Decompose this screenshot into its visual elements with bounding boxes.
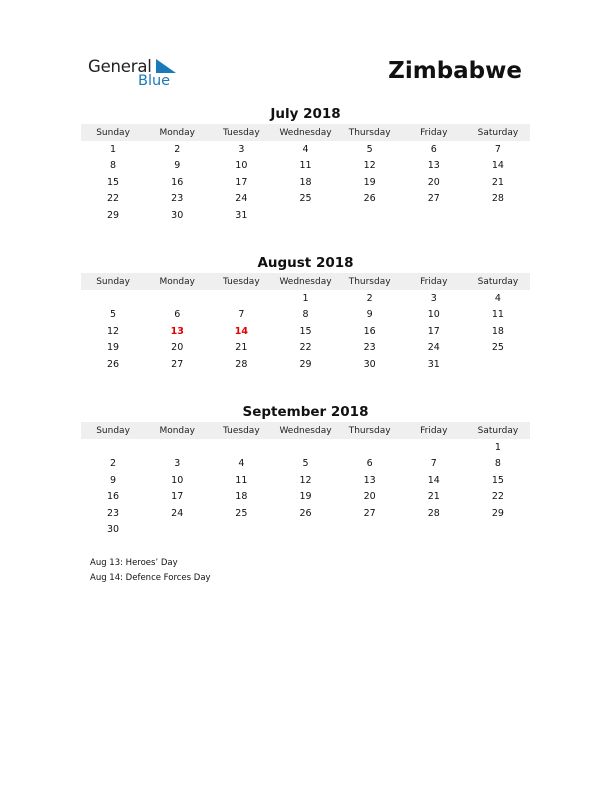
weekday-label: Saturday <box>477 276 519 287</box>
week-row <box>81 207 530 224</box>
month-grid <box>81 290 530 373</box>
week-row <box>81 191 530 208</box>
day-cell: 31 <box>427 358 440 370</box>
month-july <box>81 105 530 224</box>
day-cell: 22 <box>107 193 120 205</box>
week-row <box>81 439 530 456</box>
day-cell: 24 <box>427 342 440 354</box>
day-cell: 9 <box>366 309 373 321</box>
day-cell: 2 <box>366 292 373 304</box>
day-cell: 17 <box>171 491 184 503</box>
month-september <box>81 403 530 538</box>
weekday-label: Monday <box>159 276 195 287</box>
day-cell: 25 <box>235 507 248 519</box>
weekday-label: Thursday <box>348 425 391 436</box>
day-cell: 29 <box>491 507 504 519</box>
day-cell: 11 <box>299 160 312 172</box>
week-row <box>81 141 530 158</box>
week-row <box>81 290 530 307</box>
day-cell: 25 <box>299 193 312 205</box>
day-cell: 20 <box>171 342 184 354</box>
day-cell: 16 <box>171 176 184 188</box>
day-cell: 14 <box>427 474 440 486</box>
day-cell: 8 <box>302 309 309 321</box>
day-cell: 16 <box>363 325 376 337</box>
month-title: August 2018 <box>257 255 354 271</box>
weekday-label: Monday <box>159 425 195 436</box>
day-cell: 3 <box>430 292 437 304</box>
day-cell: 1 <box>302 292 309 304</box>
month-grid <box>81 141 530 224</box>
day-cell: 7 <box>494 143 501 155</box>
day-cell: 27 <box>171 358 184 370</box>
day-cell: 2 <box>174 143 181 155</box>
day-cell: 10 <box>427 309 440 321</box>
day-cell: 4 <box>238 458 245 470</box>
day-cell: 11 <box>491 309 504 321</box>
weekday-label: Saturday <box>477 425 519 436</box>
day-cell: 5 <box>110 309 117 321</box>
day-cell: 7 <box>238 309 245 321</box>
day-cell: 6 <box>430 143 437 155</box>
day-cell: 30 <box>363 358 376 370</box>
month-august <box>81 254 530 373</box>
week-row <box>81 522 530 539</box>
day-cell: 15 <box>491 474 504 486</box>
weekday-label: Friday <box>420 276 448 287</box>
day-cell: 27 <box>427 193 440 205</box>
week-row <box>81 356 530 373</box>
weekday-label: Saturday <box>477 127 519 138</box>
day-cell: 23 <box>363 342 376 354</box>
day-cell: 6 <box>174 309 181 321</box>
week-row <box>81 489 530 506</box>
day-cell: 23 <box>107 507 120 519</box>
holiday-notes <box>90 556 211 585</box>
month-title: September 2018 <box>242 404 369 420</box>
day-cell: 10 <box>171 474 184 486</box>
day-cell: 19 <box>363 176 376 188</box>
day-cell: 3 <box>238 143 245 155</box>
weekday-label: Sunday <box>96 127 130 138</box>
holiday-day-cell: 14 <box>234 325 248 337</box>
day-cell: 22 <box>491 491 504 503</box>
week-row <box>81 174 530 191</box>
day-cell: 13 <box>363 474 376 486</box>
week-row <box>81 340 530 357</box>
day-cell: 8 <box>494 458 501 470</box>
day-cell: 28 <box>235 358 248 370</box>
week-row <box>81 472 530 489</box>
weekday-label: Thursday <box>348 276 391 287</box>
day-cell: 12 <box>363 160 376 172</box>
day-cell: 19 <box>107 342 120 354</box>
day-cell: 8 <box>110 160 117 172</box>
day-cell: 9 <box>174 160 181 172</box>
day-cell: 18 <box>299 176 312 188</box>
day-cell: 12 <box>107 325 120 337</box>
brand-logo <box>88 55 188 95</box>
day-cell: 1 <box>494 441 501 453</box>
day-cell: 5 <box>366 143 373 155</box>
weekday-label: Tuesday <box>223 127 260 138</box>
week-row <box>81 307 530 324</box>
weekday-label: Monday <box>159 127 195 138</box>
day-cell: 29 <box>299 358 312 370</box>
brand-general-text: General <box>88 57 152 76</box>
day-cell: 15 <box>299 325 312 337</box>
day-cell: 1 <box>110 143 117 155</box>
day-cell: 18 <box>491 325 504 337</box>
day-cell: 7 <box>430 458 437 470</box>
day-cell: 4 <box>302 143 309 155</box>
day-cell: 16 <box>107 491 120 503</box>
day-cell: 26 <box>107 358 120 370</box>
day-cell: 28 <box>427 507 440 519</box>
day-cell: 24 <box>171 507 184 519</box>
day-cell: 28 <box>491 193 504 205</box>
day-cell: 21 <box>427 491 440 503</box>
day-cell: 27 <box>363 507 376 519</box>
brand-triangle-icon <box>156 59 176 73</box>
weekday-label: Friday <box>420 425 448 436</box>
day-cell: 14 <box>491 160 504 172</box>
day-cell: 17 <box>427 325 440 337</box>
day-cell: 23 <box>171 193 184 205</box>
weekday-label: Sunday <box>96 276 130 287</box>
weekday-label: Wednesday <box>279 127 332 138</box>
day-cell: 11 <box>235 474 248 486</box>
weekday-label: Tuesday <box>223 276 260 287</box>
day-cell: 25 <box>491 342 504 354</box>
day-cell: 31 <box>235 209 248 221</box>
holiday-note: Aug 13: Heroes’ Day <box>90 558 178 568</box>
week-row <box>81 456 530 473</box>
day-cell: 20 <box>427 176 440 188</box>
day-cell: 22 <box>299 342 312 354</box>
day-cell: 9 <box>110 474 117 486</box>
weekday-header <box>81 124 530 141</box>
weekday-label: Tuesday <box>223 425 260 436</box>
day-cell: 17 <box>235 176 248 188</box>
day-cell: 19 <box>299 491 312 503</box>
day-cell: 15 <box>107 176 120 188</box>
week-row <box>81 505 530 522</box>
day-cell: 18 <box>235 491 248 503</box>
weekday-label: Wednesday <box>279 425 332 436</box>
day-cell: 30 <box>171 209 184 221</box>
day-cell: 10 <box>235 160 248 172</box>
day-cell: 21 <box>235 342 248 354</box>
day-cell: 4 <box>494 292 501 304</box>
day-cell: 29 <box>107 209 120 221</box>
day-cell: 6 <box>366 458 373 470</box>
day-cell: 30 <box>107 524 120 536</box>
day-cell: 5 <box>302 458 309 470</box>
weekday-header <box>81 273 530 290</box>
day-cell: 26 <box>299 507 312 519</box>
day-cell: 21 <box>491 176 504 188</box>
holiday-day-cell: 13 <box>170 325 184 337</box>
day-cell: 24 <box>235 193 248 205</box>
day-cell: 12 <box>299 474 312 486</box>
weekday-label: Thursday <box>348 127 391 138</box>
week-row <box>81 323 530 340</box>
country-title: Zimbabwe <box>388 58 522 84</box>
day-cell: 26 <box>363 193 376 205</box>
month-grid <box>81 439 530 538</box>
weekday-label: Sunday <box>96 425 130 436</box>
brand-blue-text: Blue <box>138 73 171 89</box>
weekday-label: Friday <box>420 127 448 138</box>
weekday-header <box>81 422 530 439</box>
day-cell: 13 <box>427 160 440 172</box>
week-row <box>81 158 530 175</box>
day-cell: 2 <box>110 458 117 470</box>
day-cell: 3 <box>174 458 181 470</box>
day-cell: 20 <box>363 491 376 503</box>
month-title: July 2018 <box>270 106 341 122</box>
weekday-label: Wednesday <box>279 276 332 287</box>
holiday-note: Aug 14: Defence Forces Day <box>90 572 211 583</box>
